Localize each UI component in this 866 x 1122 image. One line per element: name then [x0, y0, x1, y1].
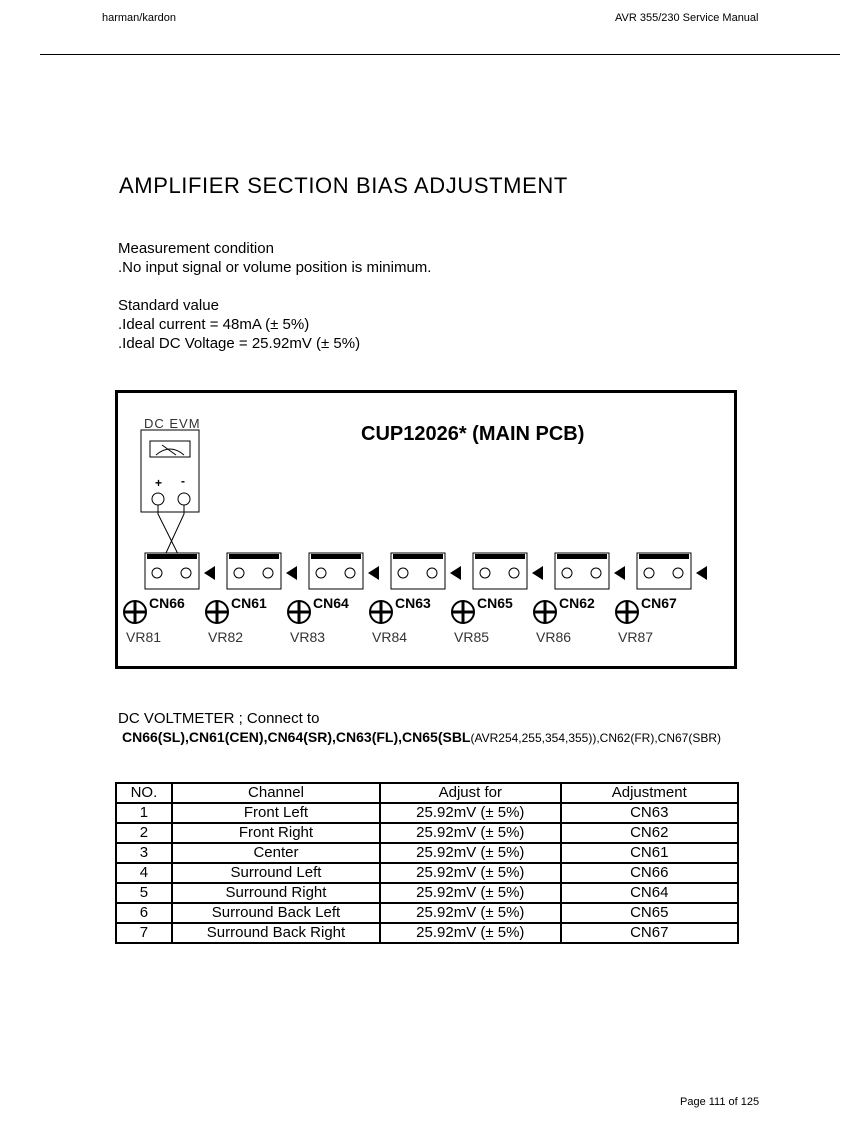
meter-minus-label: - — [181, 474, 185, 488]
connector-row — [124, 553, 707, 645]
cell-adjustment: CN66 — [561, 863, 739, 883]
connector-label: CN65 — [477, 595, 513, 611]
measurement-line: .No input signal or volume position is minimum. — [118, 259, 432, 276]
table-row — [116, 903, 738, 923]
cell-channel: Surround Left — [172, 863, 380, 883]
page-number: Page 111 of 125 — [680, 1096, 760, 1108]
standard-current: .Ideal current = 48mA (± 5%) — [118, 316, 310, 333]
header-brand: harman/kardon — [102, 12, 176, 24]
connector-pin — [345, 568, 355, 578]
col-header-adjustment: Adjustment — [561, 783, 739, 803]
connector-label: CN62 — [559, 595, 595, 611]
cell-adjust-for: 25.92mV (± 5%) — [380, 923, 560, 943]
connector-arrow-icon — [614, 566, 625, 580]
pcb-diagram-svg — [118, 393, 734, 666]
connector-latch — [557, 554, 607, 559]
connector-pin — [181, 568, 191, 578]
connector-arrow-icon — [532, 566, 543, 580]
connector-latch — [639, 554, 689, 559]
connector-pin — [316, 568, 326, 578]
connector-pin — [509, 568, 519, 578]
dc-evm-meter — [141, 430, 199, 566]
connector-latch — [393, 554, 443, 559]
table-row — [116, 863, 738, 883]
header-divider — [40, 54, 840, 55]
cell-adjust-for: 25.92mV (± 5%) — [380, 843, 560, 863]
cell-adjust-for: 25.92mV (± 5%) — [380, 823, 560, 843]
meter-label: DC EVM — [144, 416, 201, 431]
cell-adjust-for: 25.92mV (± 5%) — [380, 903, 560, 923]
cell-no: 3 — [116, 843, 172, 863]
connector-label: CN64 — [313, 595, 349, 611]
connector-latch — [147, 554, 197, 559]
connector-latch — [475, 554, 525, 559]
voltmeter-connections-note: (AVR254,255,354,355)),CN62(FR),CN67(SBR) — [470, 731, 722, 745]
col-header-adjust-for: Adjust for — [380, 783, 560, 803]
trimmer-label: VR87 — [618, 629, 654, 645]
pcb-diagram — [115, 390, 737, 669]
trimmer-label: VR83 — [290, 629, 326, 645]
connector-arrow-icon — [696, 566, 707, 580]
connector-latch — [311, 554, 361, 559]
cell-adjustment: CN65 — [561, 903, 739, 923]
header-manual-title: AVR 355/230 Service Manual — [615, 12, 759, 24]
connector-label: CN61 — [231, 595, 267, 611]
cell-channel: Surround Back Left — [172, 903, 380, 923]
connector-arrow-icon — [286, 566, 297, 580]
cell-adjust-for: 25.92mV (± 5%) — [380, 803, 560, 823]
meter-plus-terminal — [152, 493, 164, 505]
connector-pin — [673, 568, 683, 578]
trimmer-label: VR85 — [454, 629, 490, 645]
cell-adjust-for: 25.92mV (± 5%) — [380, 883, 560, 903]
connector-label: CN66 — [149, 595, 185, 611]
cell-channel: Center — [172, 843, 380, 863]
table-header-row — [116, 783, 738, 803]
voltmeter-connections-main: CN66(SL),CN61(CEN),CN64(SR),CN63(FL),CN65(SBL — [122, 729, 471, 745]
cell-no: 7 — [116, 923, 172, 943]
table-row — [116, 823, 738, 843]
adjustment-table — [115, 782, 739, 944]
connector-pin — [591, 568, 601, 578]
cell-channel: Surround Right — [172, 883, 380, 903]
cell-adjustment: CN62 — [561, 823, 739, 843]
connector-pin — [427, 568, 437, 578]
connector-pin — [234, 568, 244, 578]
connector-label: CN63 — [395, 595, 431, 611]
cell-adjustment: CN64 — [561, 883, 739, 903]
cell-no: 1 — [116, 803, 172, 823]
meter-minus-terminal — [178, 493, 190, 505]
pcb-title: CUP12026* (MAIN PCB) — [361, 423, 585, 445]
page-title: AMPLIFIER SECTION BIAS ADJUSTMENT — [119, 173, 568, 198]
table-row — [116, 803, 738, 823]
connector-pin — [398, 568, 408, 578]
connector-arrow-icon — [450, 566, 461, 580]
col-header-no: NO. — [116, 783, 172, 803]
connector-latch — [229, 554, 279, 559]
cell-adjust-for: 25.92mV (± 5%) — [380, 863, 560, 883]
trimmer-label: VR81 — [126, 629, 162, 645]
cell-channel: Front Right — [172, 823, 380, 843]
cell-adjustment: CN61 — [561, 843, 739, 863]
table-row — [116, 843, 738, 863]
voltmeter-heading: DC VOLTMETER ; Connect to — [118, 710, 320, 727]
connector-pin — [152, 568, 162, 578]
connector-pin — [480, 568, 490, 578]
meter-scale-arc — [156, 449, 184, 455]
connector-pin — [644, 568, 654, 578]
connector-label: CN67 — [641, 595, 677, 611]
cell-adjustment: CN67 — [561, 923, 739, 943]
col-header-channel: Channel — [172, 783, 380, 803]
table-row — [116, 923, 738, 943]
cell-adjustment: CN63 — [561, 803, 739, 823]
cell-no: 4 — [116, 863, 172, 883]
trimmer-label: VR82 — [208, 629, 244, 645]
cell-no: 2 — [116, 823, 172, 843]
cell-no: 6 — [116, 903, 172, 923]
connector-arrow-icon — [368, 566, 379, 580]
voltmeter-connections — [122, 729, 721, 745]
connector-arrow-icon — [204, 566, 215, 580]
standard-voltage: .Ideal DC Voltage = 25.92mV (± 5%) — [118, 335, 361, 352]
connector-pin — [562, 568, 572, 578]
trimmer-label: VR86 — [536, 629, 572, 645]
measurement-heading: Measurement condition — [118, 240, 274, 257]
cell-channel: Surround Back Right — [172, 923, 380, 943]
cell-channel: Front Left — [172, 803, 380, 823]
table-row — [116, 883, 738, 903]
standard-heading: Standard value — [118, 297, 219, 314]
cell-no: 5 — [116, 883, 172, 903]
meter-plus-label: + — [155, 476, 163, 490]
trimmer-label: VR84 — [372, 629, 408, 645]
connector-pin — [263, 568, 273, 578]
